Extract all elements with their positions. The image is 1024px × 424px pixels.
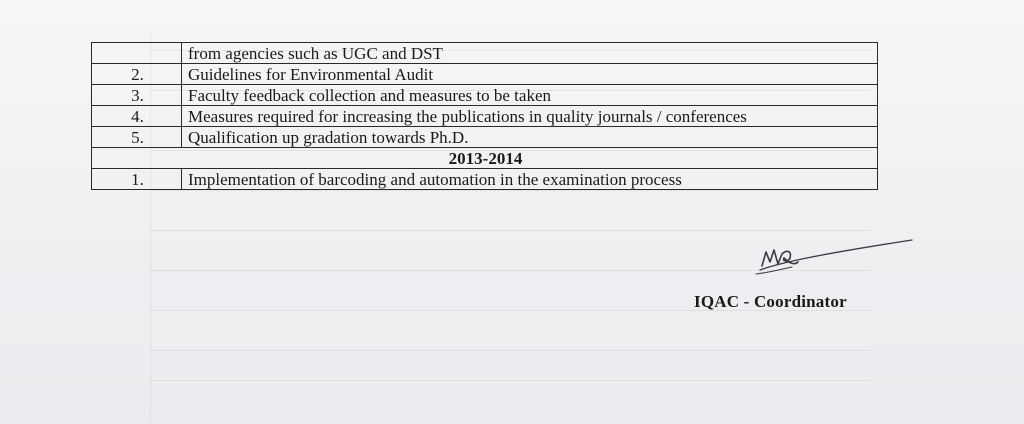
coordinator-designation: IQAC - Coordinator: [694, 292, 847, 311]
description-cell: Measures required for increasing the publications in quality journals / conferences: [182, 106, 878, 127]
description-cell: Faculty feedback collection and measures to be taken: [182, 85, 878, 106]
handwritten-signature: [752, 232, 916, 282]
year-heading: 2013-2014: [92, 148, 878, 169]
serial-number-cell: 3.: [92, 85, 182, 106]
description-cell: Qualification up gradation towards Ph.D.: [182, 127, 878, 148]
table-row: [92, 127, 878, 148]
table-row: [92, 169, 878, 190]
description-cell: from agencies such as UGC and DST: [182, 43, 878, 64]
serial-number-cell: 5.: [92, 127, 182, 148]
table-row: [92, 43, 878, 64]
table-row: [92, 85, 878, 106]
serial-number-cell: 4.: [92, 106, 182, 127]
year-heading-row: [92, 148, 878, 169]
serial-number-cell: 1.: [92, 169, 182, 190]
table-row: [92, 106, 878, 127]
description-cell: Implementation of barcoding and automation in the examination process: [182, 169, 878, 190]
description-cell: Guidelines for Environmental Audit: [182, 64, 878, 85]
serial-number-cell: 2.: [92, 64, 182, 85]
agenda-table: [91, 42, 878, 190]
serial-number-cell: [92, 43, 182, 64]
table-row: [92, 64, 878, 85]
